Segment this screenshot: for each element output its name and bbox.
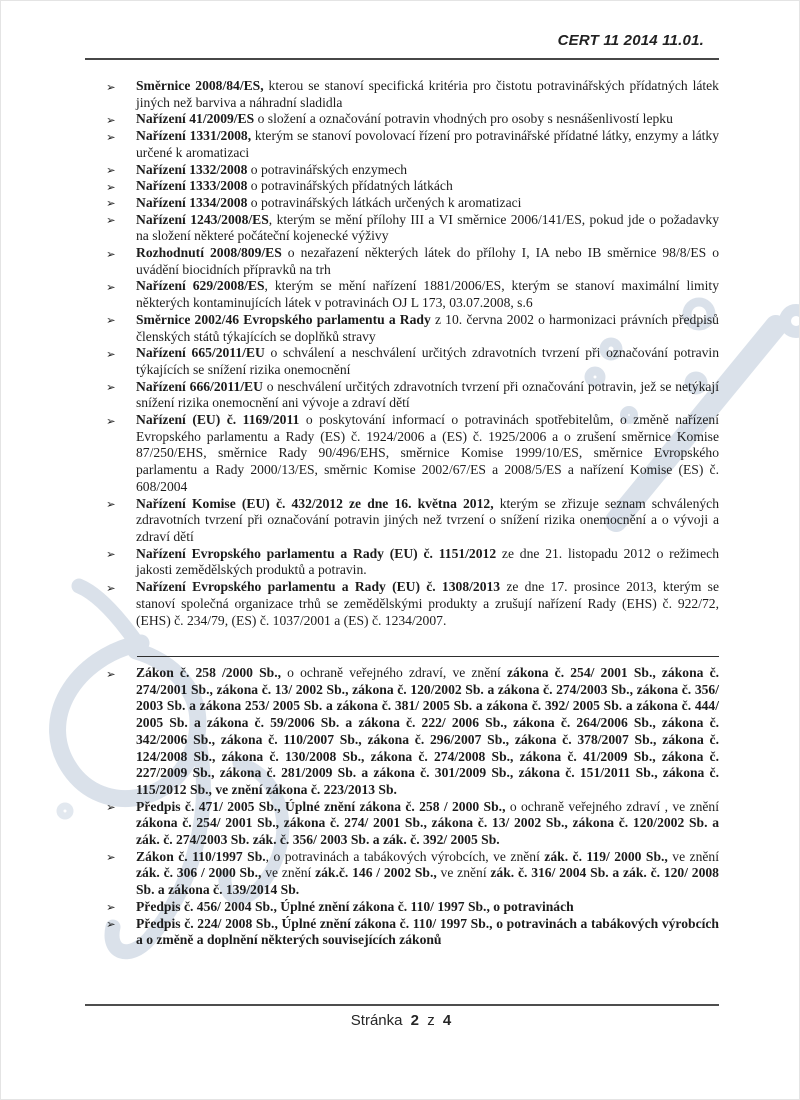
list-item [104,245,719,278]
arrow-bullet-icon: ➢ [106,213,116,228]
law-reference-bold: Nařízení Evropského parlamentu a Rady (EU) č. 1308/2013 [136,579,501,595]
law-reference-bold: Nařízení (EU) č. 1169/2011 [136,412,300,428]
law-description: o potravinářských enzymech [247,161,408,177]
law-reference-bold: zákona č. 254/ 2001 Sb., zákona č. 274/ 2001 Sb., zákona č. 13/ 2002 Sb., zákona č. 120/2002 Sb. a zák. č. 274/2003 Sb. zák. č. 356/ 2003 Sb. a zák. č. 392/ 2005 Sb. [136,815,719,848]
list-item [104,546,719,579]
law-reference-bold: Nařízení 629/2008/ES [136,278,265,294]
page-total: 4 [442,1012,452,1029]
law-description: kterou se stanoví specifická kritéria pro čistotu potravinářských přídatných látek jiných než barviva a náhradní sladidla [136,78,719,110]
law-reference-bold: Nařízení 1243/2008/ES [136,211,269,227]
arrow-bullet-icon: ➢ [106,850,116,865]
law-description: ve znění [261,865,316,881]
arrow-bullet-icon: ➢ [106,413,116,428]
list-item [104,312,719,345]
law-description: ve znění [667,848,719,864]
arrow-bullet-icon: ➢ [106,79,116,94]
law-reference-bold: Rozhodnutí 2008/809/ES [136,245,282,261]
law-reference-bold: Nařízení 1333/2008 [136,178,248,194]
page-footer [1,1012,800,1029]
document-code: CERT 11 2014 11.01. [557,32,704,49]
law-description: o nezařazení některých látek do přílohy I, IA nebo IB směrnice 98/8/ES o uvádění biocidních přípravků na trh [136,245,720,277]
arrow-bullet-icon: ➢ [106,580,116,595]
law-description: o potravinářských přídatných látkách [247,178,453,194]
law-description: o složení a označování potravin vhodných pro osoby s nesnášenlivostí lepku [254,111,673,127]
arrow-bullet-icon: ➢ [106,380,116,395]
list-item [104,212,719,245]
law-reference-bold: Nařízení 1332/2008 [136,161,248,177]
law-reference-bold: Nařízení Evropského parlamentu a Rady (EU) č. 1151/2012 [136,545,497,561]
law-reference-bold: Směrnice 2002/46 Evropského parlamentu a Rady [136,311,431,327]
list-item [104,849,719,899]
list-item [104,379,719,412]
arrow-bullet-icon: ➢ [106,163,116,178]
arrow-bullet-icon: ➢ [106,917,116,932]
law-description: ve znění [436,865,491,881]
list-item [104,128,719,161]
law-description: ze dne 17. prosince 2013, kterým se stanoví společná organizace trhů se zemědělskými produkty a zrušují nařízení Rady (EHS) č. 922/72, (EHS) č. 234/79, (ES) č. 1037/2001 a (ES) č. 1234/2007. [136,579,719,628]
list-item [104,345,719,378]
arrow-bullet-icon: ➢ [106,313,116,328]
law-reference-bold: zák. č. 119/ 2000 Sb., [544,848,668,864]
law-reference-bold: zákona č. 254/ 2001 Sb., zákona č. 274/2001 Sb., zákona č. 13/ 2002 Sb., zákona č. 120/2002 Sb. a zákona č. 274/2003 Sb., zákona č. 356/ 2003 Sb. a zákona 253/ 2005 Sb. a zákona č. 381/ 2005 Sb. a zákona č. 392/ 2005 Sb. a zákona č. 444/ 2005 Sb. a zákona č. 59/2006 Sb. a zákona č. 222/ 2006 Sb., zákona č. 264/2006 Sb., zákona č. 342/2006 Sb., zákona č. 110/2007 Sb., zákona č. 296/2007 Sb., zákona č. 378/2007 Sb., zákona č. 124/2008 Sb., zákona č. 130/2008 Sb., zákona č. 274/2008 Sb., zákona č. 41/2009 Sb., zákona č. 227/2009 Sb., zákona č. 281/2009 Sb. a zákona č. 301/2009 Sb., zákona č. 151/2011 Sb., zákona č. 115/2012 Sb., ve znění zákona č. 223/2013 Sb. [136,665,719,797]
law-reference-bold: Nařízení Komise (EU) č. 432/2012 ze dne 16. května 2012, [136,495,494,511]
section-divider [137,656,719,657]
arrow-bullet-icon: ➢ [106,246,116,261]
law-description: o ochraně veřejného zdraví , ve znění [505,798,720,814]
law-reference-bold: zák. č. 306 / 2000 Sb., [136,865,262,881]
law-reference-bold: Předpis č. 456/ 2004 Sb., Úplné znění zákona č. 110/ 1997 Sb., o potravinách [136,898,574,914]
page-number: 2 [410,1012,420,1029]
arrow-bullet-icon: ➢ [106,279,116,294]
arrow-bullet-icon: ➢ [106,346,116,361]
law-description: o potravinářských látkách určených k aromatizaci [247,194,522,210]
law-description: , o potravinách a tabákových výrobcích, ve znění [265,848,545,864]
arrow-bullet-icon: ➢ [106,900,116,915]
law-description: o ochraně veřejného zdraví, ve znění [281,665,507,680]
law-description: , kterým se mění přílohy III a VI směrnice 2006/141/ES, pokud jde o požadavky na složení některé počáteční kojenecké výživy [136,211,719,244]
law-reference-bold: Předpis č. 224/ 2008 Sb., Úplné znění zákona č. 110/ 1997 Sb., o potravinách a tabákových výrobcích a o změně a doplnění některých souvisejících zákonů [136,915,719,948]
law-reference-bold: Nařízení 666/2011/EU [136,378,263,394]
footer-prefix: Stránka [350,1012,403,1029]
eu-regulation-list [104,78,719,629]
national-law-list [104,665,719,949]
law-reference-bold: Zákon č. 258 /2000 Sb., [136,665,282,680]
law-description: kterým se zřizuje seznam schválených zdravotních tvrzení při označování potravin jiných než tvrzení o snížení rizika onemocnění a o vývoji a zdraví dětí [136,495,719,544]
header-divider [85,58,719,60]
list-item [104,799,719,849]
arrow-bullet-icon: ➢ [106,497,116,512]
list-item [104,899,719,916]
law-description: , kterým se mění nařízení 1881/2006/ES, kterým se stanoví maximální limity některých kontaminujících látek v potravinách OJ L 173, 03.07.2008, s.6 [136,278,719,311]
list-item [104,162,719,179]
list-item [104,111,719,128]
list-item [104,278,719,311]
list-item [104,178,719,195]
law-description: ze dne 21. listopadu 2012 o režimech jakosti zemědělských produktů a potravin. [136,545,719,578]
arrow-bullet-icon: ➢ [106,112,116,127]
list-item [104,78,719,111]
law-reference-bold: Směrnice 2008/84/ES, [136,78,264,93]
arrow-bullet-icon: ➢ [106,179,116,194]
law-reference-bold: Nařízení 665/2011/EU [136,345,265,361]
law-reference-bold: Nařízení 1334/2008 [136,194,248,210]
law-description: kterým se stanoví povolovací řízení pro potravinářské přídatné látky, enzymy a látky určené k aromatizaci [136,128,719,160]
law-reference-bold: Předpis č. 471/ 2005 Sb., Úplné znění zákona č. 258 / 2000 Sb., [136,798,506,814]
list-item [104,412,719,496]
arrow-bullet-icon: ➢ [106,547,116,562]
list-item [104,665,719,799]
law-reference-bold: zák.č. 146 / 2002 Sb., [315,865,437,881]
law-reference-bold: Nařízení 41/2009/ES [136,111,255,127]
arrow-bullet-icon: ➢ [106,800,116,815]
footer-divider [85,1004,719,1006]
footer-of-word: z [427,1012,435,1029]
list-item [104,579,719,629]
arrow-bullet-icon: ➢ [106,666,116,681]
law-reference-bold: Nařízení 1331/2008, [136,128,252,144]
list-item [104,496,719,546]
arrow-bullet-icon: ➢ [106,129,116,144]
law-description: z 10. června 2002 o harmonizaci právních předpisů členských států týkajících se doplňků stravy [136,311,719,344]
law-reference-bold: Zákon č. 110/1997 Sb. [136,848,266,864]
arrow-bullet-icon: ➢ [106,196,116,211]
list-item [104,916,719,949]
law-reference-bold: zák. č. 316/ 2004 Sb. a zák. č. 120/ 2008 Sb. a zákona č. 139/2014 Sb. [136,865,719,898]
list-item [104,195,719,212]
law-description: o poskytování informací o potravinách spotřebitelům, o změně nařízení Evropského parlamentu a Rady (ES) č. 1924/2006 a (ES) č. 1925/2006 a o zrušení směrnice Komise 87/250/EHS, směrnice Rady 90/496/EHS, směrnice Komise 1999/10/ES, směrnice Evropského parlamentu a Rady 2000/13/ES, směrnic Komise 2002/67/ES a 2008/5/ES a nařízení Komise (ES) č. 608/2004 [136,412,719,494]
law-description: o schválení a neschválení určitých zdravotních tvrzení při označování potravin týkajících se snížení rizika onemocnění [136,345,719,377]
law-description: o neschválení určitých zdravotních tvrzení při označování potravin, jež se netýkají snížení rizika onemocnění ani vývoje a zdraví dětí [136,378,719,411]
